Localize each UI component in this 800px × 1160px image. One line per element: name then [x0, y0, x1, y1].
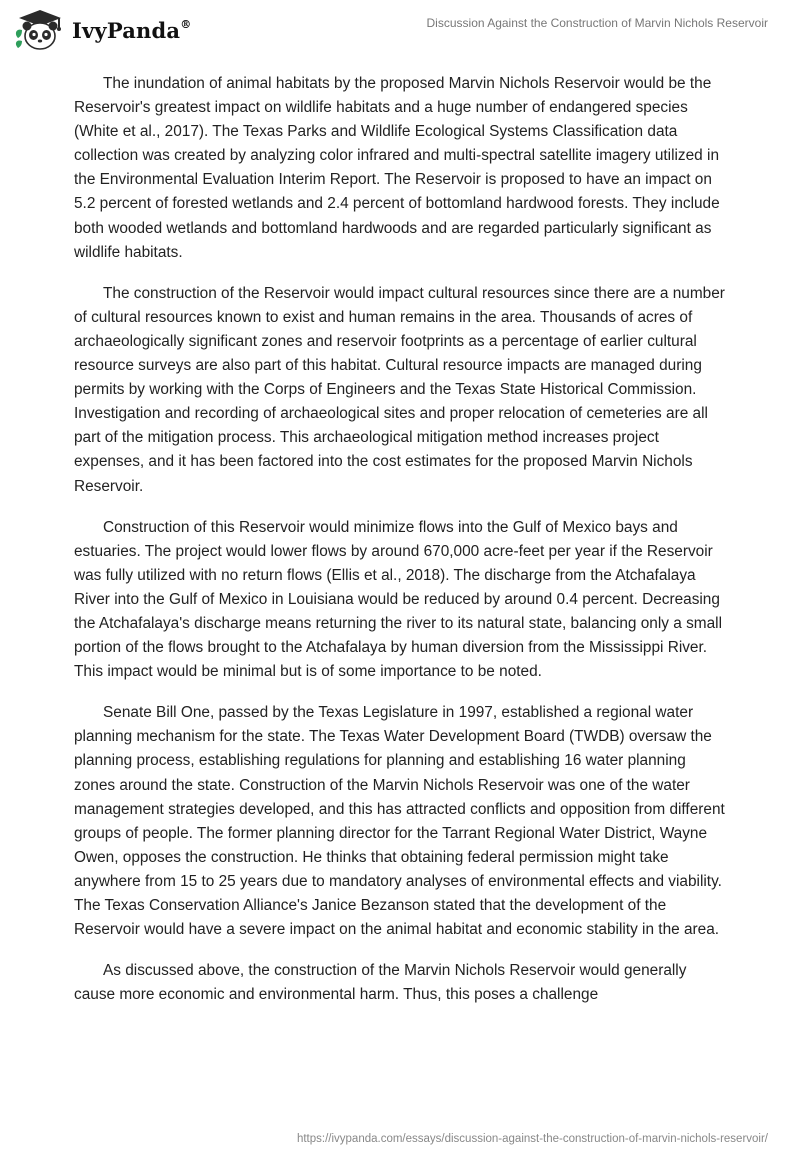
panda-graduate-icon: [14, 8, 66, 52]
paragraph: As discussed above, the construction of the Marvin Nichols Reservoir would generally cause more economic and environmental harm. Thus, this poses a challenge: [74, 962, 687, 1004]
brand-name: [72, 18, 191, 43]
document-title: Discussion Against the Construction of Marvin Nichols Reservoir: [426, 16, 768, 30]
paragraph: Construction of this Reservoir would minimize flows into the Gulf of Mexico bays and estuaries. The project would lower flows by around 670,000 acre-feet per year if the Reservoir was fully utilized with no return flows (Ellis et al., 2018). The discharge from the Atchafalaya River into the Gulf of Mexico in Louisiana would be reduced by around 0.4 percent. Decreasing the Atchafalaya's discharge means returning the river to its natural state, balancing only a small portion of the flows brought to the Atchafalaya by human diversion from the Mississippi River. This impact would be minimal but is of some importance to be noted.: [74, 518, 722, 681]
brand-name-text: IvyPanda: [72, 17, 181, 43]
brand-logo[interactable]: [14, 8, 191, 52]
essay-body: [74, 72, 730, 1024]
paragraph: The inundation of animal habitats by the proposed Marvin Nichols Reservoir would be the Reservoir's greatest impact on wildlife habitats and a huge number of endangered species (White et al., 2017). The Texas Parks and Wildlife Ecological Systems Classification data collection was created by analyzing color infrared and multi-spectral satellite imagery utilized in the Environmental Evaluation Interim Report. The Reservoir is proposed to have an impact on 5.2 percent of forested wetlands and 2.4 percent of bottomland hardwood forests. They include both wooded wetlands and bottomland hardwoods and are regarded particularly significant as wildlife habitats.: [74, 75, 720, 261]
paragraph: Senate Bill One, passed by the Texas Legislature in 1997, established a regional water planning mechanism for the state. The Texas Water Development Board (TWDB) oversaw the planning process, establishing regulations for planning and establishing 16 water planning zones around the state. Construction of the Marvin Nichols Reservoir was one of the water management strategies developed, and this has attracted conflicts and opposition from different groups of people. The former planning director for the Tarrant Regional Water District, Wayne Owen, opposes the construction. He thinks that obtaining federal permission might take anywhere from 15 to 25 years due to mandatory analyses of environmental effects and viability. The Texas Conservation Alliance's Janice Bezanson stated that the development of the Reservoir would have a severe impact on the animal habitat and economic stability in the area.: [74, 704, 725, 939]
source-url[interactable]: https://ivypanda.com/essays/discussion-against-the-construction-of-marvin-nichols-reservoir/: [296, 1133, 768, 1145]
registered-mark: ®: [180, 17, 192, 31]
paragraph: The construction of the Reservoir would impact cultural resources since there are a number of cultural resources known to exist and human remains in the area. Thousands of acres of archaeologically significant zones and reservoir footprints as a percentage of earlier cultural resource surveys are also part of this habitat. Cultural resource impacts are managed during permits by working with the Corps of Engineers and the Texas State Historical Commission. Investigation and recording of archaeological sites and proper relocation of cemeteries are all part of the mitigation process. This archaeological mitigation method increases project expenses, and it has been factored into the cost estimates for the proposed Marvin Nichols Reservoir.: [74, 284, 725, 495]
page-header: [0, 0, 800, 60]
